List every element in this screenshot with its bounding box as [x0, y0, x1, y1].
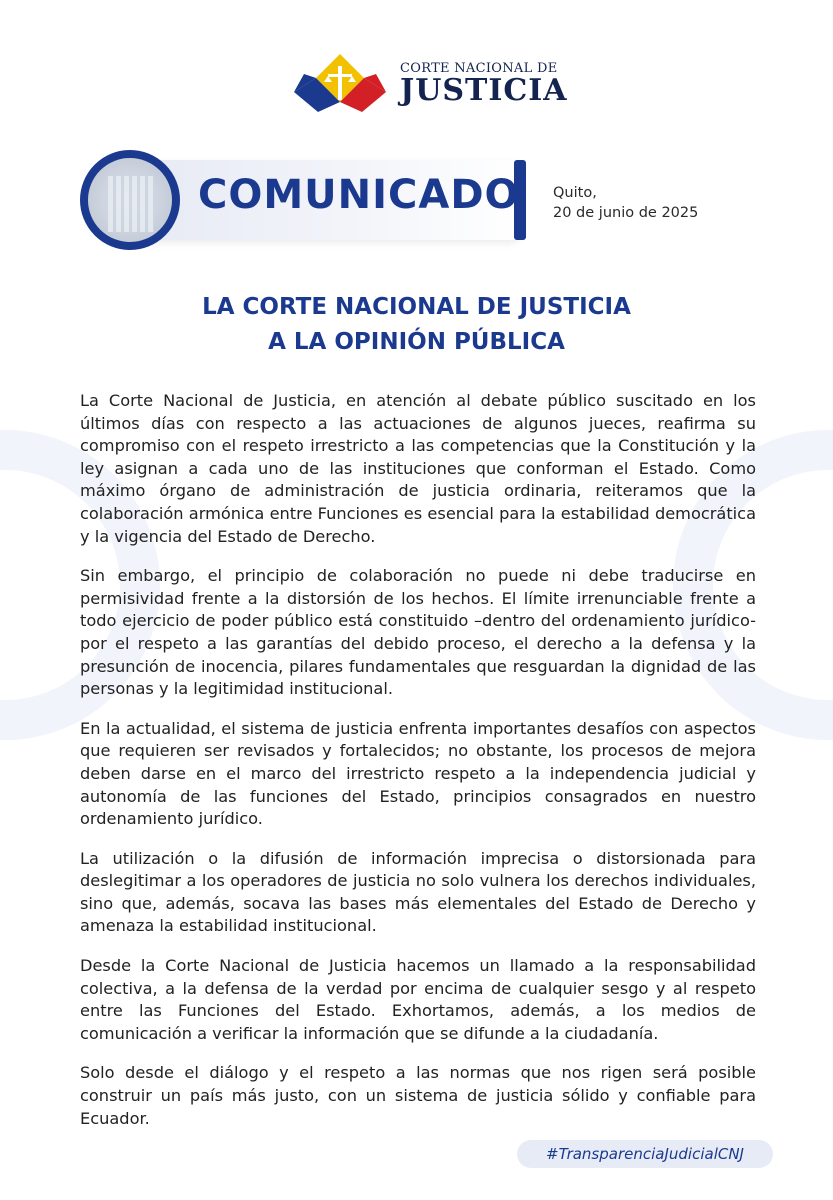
- logo-line2: JUSTICIA: [400, 72, 568, 108]
- cnj-logo: [290, 52, 568, 114]
- paragraph: La utilización o la difusión de información imprecisa o distorsionada para deslegitimar a los operadores de justicia no solo vulnera los derechos individuales, sino que, además, socava las bases más elementales del Estado de Derecho y amenaza la estabilidad institucional.: [80, 848, 756, 936]
- paragraph: Desde la Corte Nacional de Justicia hacemos un llamado a la responsabilidad colectiva, a la defensa de la verdad por encima de cualquier sesgo y al respeto entre las Funciones del Estado. Exhortamos, además, a los medios de comunicación a verificar la información que se difunde a la ciudadanía.: [80, 956, 756, 1043]
- headline-line1: LA CORTE NACIONAL DE JUSTICIA: [202, 294, 631, 320]
- dateline: [553, 183, 698, 223]
- paragraph: En la actualidad, el sistema de justicia enfrenta importantes desafíos con aspectos que requieren ser revisados y fortalecidos; no obstante, los procesos de mejora deben darse en el marco del irrestricto respeto a la independencia judicial y autonomía de las funciones del Estado, principios consagrados en nuestro ordenamiento jurídico.: [80, 718, 756, 829]
- headline: [0, 290, 833, 360]
- statement-body: [80, 390, 756, 1147]
- paragraph: La Corte Nacional de Justicia, en atención al debate público suscitado en los últimos días con respecto a las actuaciones de algunos jueces, reafirma su compromiso con el respeto irrestricto a las competencias que la Constitución y la ley asignan a cada uno de las instituciones que conforman el Estado. Como máximo órgano de administración de justicia ordinaria, reiteramos que la colaboración armónica entre Funciones es esencial para la estabilidad democrática y la vigencia del Estado de Derecho.: [80, 391, 756, 546]
- logo-line1: CORTE NACIONAL DE: [400, 60, 558, 76]
- building-photo-circle: [80, 150, 180, 250]
- paragraph: Sin embargo, el principio de colaboración no puede ni debe traducirse en permisividad frente a la distorsión de los hechos. El límite irrenunciable frente a todo ejercicio de poder público está constituido –dentro del ordenamiento jurídico- por el respeto a las garantías del debido proceso, el derecho a la defensa y la presunción de inocencia, pilares fundamentales que resguardan la dignidad de las personas y la legitimidad institucional.: [80, 566, 756, 699]
- dateline-date: 20 de junio de 2025: [553, 205, 699, 221]
- dateline-place: Quito,: [553, 185, 597, 201]
- headline-line2: A LA OPINIÓN PÚBLICA: [268, 329, 565, 355]
- paragraph: Solo desde el diálogo y el respeto a las normas que nos rigen será posible construir un país más justo, con un sistema de justicia sólido y confiable para Ecuador.: [80, 1063, 756, 1128]
- banner-title: COMUNICADO: [198, 172, 520, 218]
- cnj-emblem-icon: [290, 52, 390, 114]
- hashtag-pill: #TransparenciaJudicialCNJ: [517, 1140, 773, 1168]
- comunicado-banner: [80, 150, 530, 250]
- building-icon: [108, 176, 154, 232]
